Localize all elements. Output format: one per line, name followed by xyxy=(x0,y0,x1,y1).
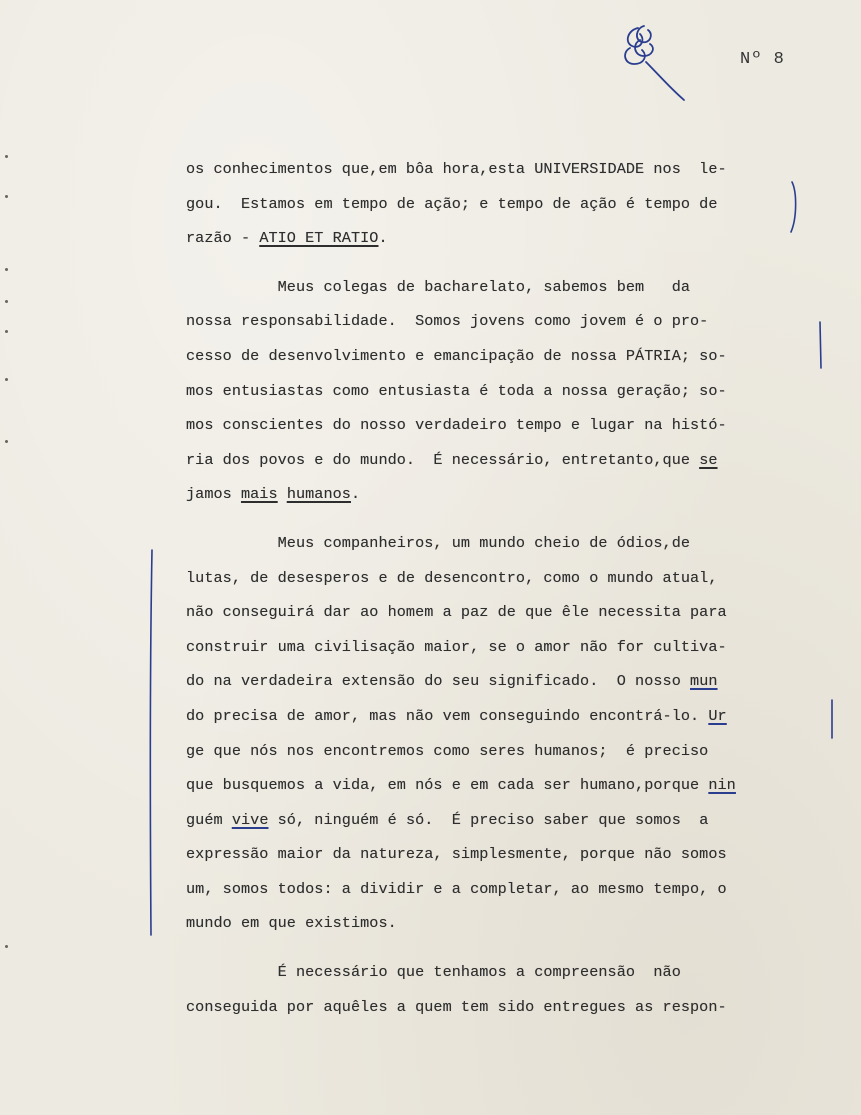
text-line: um, somos todos: a dividir e a completar, ao mesmo tempo, o xyxy=(186,879,727,898)
page-number: Nº 8 xyxy=(740,50,785,69)
text-line: mundo em que existimos. xyxy=(186,914,397,933)
underlined-word: se xyxy=(699,450,718,469)
margin-dot xyxy=(5,155,8,158)
text-line: Meus companheiros, um mundo cheio de ódios,de xyxy=(186,533,691,552)
margin-dot xyxy=(5,945,8,948)
underlined-word: mun xyxy=(690,672,718,691)
text-line: do precisa de amor, mas não vem conseguindo encontrá-lo. Ur xyxy=(186,706,727,725)
text-line: do na verdadeira extensão do seu significado. O nosso mun xyxy=(186,672,718,691)
margin-dot xyxy=(5,378,8,381)
text-line: nossa responsabilidade. Somos jovens como jovem é o pro- xyxy=(186,312,709,331)
text-line: expressão maior da natureza, simplesmente, porque não somos xyxy=(186,845,727,864)
underlined-motto: ATIO ET RATIO xyxy=(259,229,379,248)
text-line: É necessário que tenhamos a compreensão não xyxy=(186,963,681,982)
text-line: construir uma civilisação maior, se o amor não for cultiva- xyxy=(186,637,727,656)
text-line: cesso de desenvolvimento e emancipação de nossa PÁTRIA; so- xyxy=(186,346,727,365)
underlined-word: mais xyxy=(240,485,278,504)
text-line: Meus colegas de bacharelato, sabemos bem da xyxy=(186,277,691,296)
underlined-word: humanos xyxy=(286,485,351,504)
margin-dot xyxy=(5,268,8,271)
underlined-word: Ur xyxy=(708,706,727,725)
handwritten-initials-mark xyxy=(610,18,700,108)
margin-line-left xyxy=(150,550,152,935)
margin-tick-right xyxy=(820,322,821,368)
text-line: os conhecimentos que,em bôa hora,esta UNIVERSIDADE nos le- xyxy=(186,160,727,178)
text-line: não conseguirá dar ao homem a paz de que êle necessita para xyxy=(186,603,727,622)
margin-dot xyxy=(5,330,8,333)
text-line: jamos mais humanos. xyxy=(186,485,361,504)
margin-dot xyxy=(5,440,8,443)
typed-body xyxy=(186,152,806,1024)
text-line: guém vive só, ninguém é só. É preciso saber que somos a xyxy=(186,810,709,829)
margin-dot xyxy=(5,195,8,198)
underlined-word: vive xyxy=(231,810,269,829)
underlined-word: nin xyxy=(708,776,736,795)
margin-dot xyxy=(5,300,8,303)
text-line: gou. Estamos em tempo de ação; e tempo de ação é tempo de xyxy=(186,194,718,213)
text-line: que busquemos a vida, em nós e em cada ser humano,porque nin xyxy=(186,776,736,795)
text-line: mos conscientes do nosso verdadeiro tempo e lugar na histó- xyxy=(186,416,727,435)
text-line: conseguida por aquêles a quem tem sido entregues as respon- xyxy=(186,997,727,1016)
text-line: mos entusiastas como entusiasta é toda a nossa geração; so- xyxy=(186,381,727,400)
text-line: ria dos povos e do mundo. É necessário, entretanto,que se xyxy=(186,450,718,469)
text-line: razão - ATIO ET RATIO. xyxy=(186,229,388,248)
text-line: lutas, de desesperos e de desencontro, como o mundo atual, xyxy=(186,568,718,587)
text-line: ge que nós nos encontremos como seres humanos; é preciso xyxy=(186,741,709,760)
